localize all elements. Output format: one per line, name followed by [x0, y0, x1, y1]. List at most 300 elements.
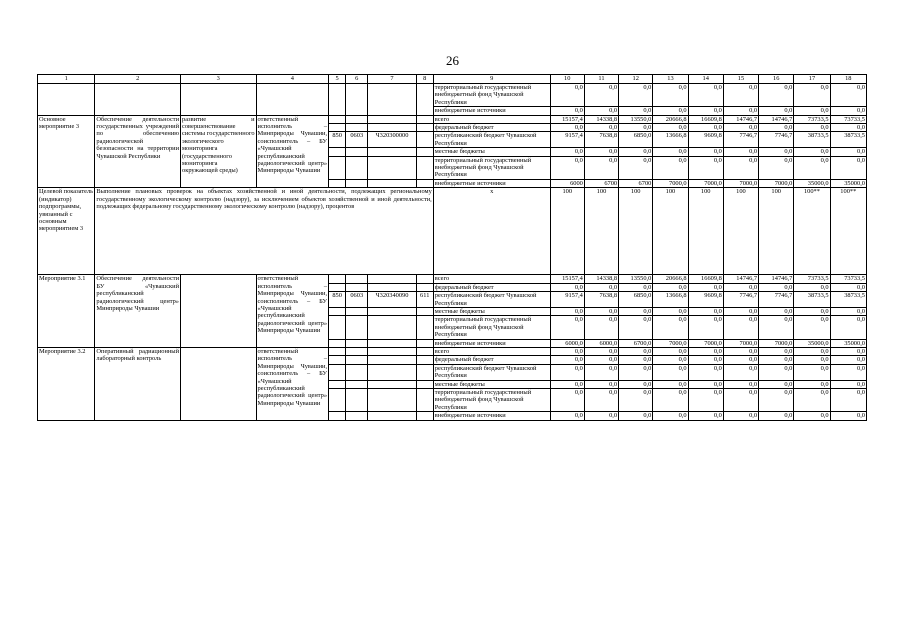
section-code: 0603: [346, 132, 368, 148]
value-cell: 0,0: [584, 156, 618, 179]
code-cell: [416, 316, 433, 339]
indicator-value: 100**: [794, 188, 830, 275]
empty-cell: [256, 84, 329, 116]
value-cell: 7000,0: [723, 339, 758, 347]
value-cell: 0,0: [688, 107, 723, 115]
value-cell: 6700: [619, 179, 653, 187]
value-cell: 0,0: [653, 347, 688, 355]
target-article: Ч320300000: [368, 132, 416, 148]
value-cell: 0,0: [653, 107, 688, 115]
value-cell: 0,0: [584, 148, 618, 156]
table-row: [38, 84, 867, 107]
code-cell: [346, 412, 368, 420]
value-cell: 20666,8: [653, 275, 688, 283]
value-cell: 0,0: [550, 307, 584, 315]
value-cell: 0,0: [653, 380, 688, 388]
value-cell: 0,0: [830, 307, 866, 315]
indicator-value: 100: [723, 188, 758, 275]
value-cell: 0,0: [653, 124, 688, 132]
value-cell: 6000: [550, 179, 584, 187]
value-cell: 0,0: [550, 316, 584, 339]
value-cell: 0,0: [688, 364, 723, 380]
code-cell: [416, 156, 433, 179]
header-cell: 18: [830, 75, 866, 84]
value-cell: 9609,8: [688, 132, 723, 148]
value-cell: 0,0: [653, 307, 688, 315]
value-cell: 0,0: [584, 316, 618, 339]
code-cell: [329, 380, 346, 388]
value-cell: 38733,5: [830, 292, 866, 308]
header-cell: 9: [433, 75, 550, 84]
value-cell: 0,0: [584, 84, 618, 107]
value-cell: 0,0: [830, 283, 866, 291]
code-cell: [416, 356, 433, 364]
value-cell: 6850,0: [619, 292, 653, 308]
value-cell: 15157,4: [550, 115, 584, 123]
code-cell: [346, 115, 368, 123]
indicator-value: 100: [584, 188, 618, 275]
code-cell: [329, 275, 346, 283]
code-cell: [329, 339, 346, 347]
code-cell: [346, 347, 368, 355]
code-cell: [416, 412, 433, 420]
value-cell: 35000,0: [830, 339, 866, 347]
code-cell: [368, 388, 416, 411]
source-cell: всего: [433, 275, 550, 283]
header-row: [38, 75, 867, 84]
code-cell: [346, 179, 368, 187]
value-cell: 35000,0: [830, 179, 866, 187]
header-cell: 14: [688, 75, 723, 84]
code-cell: [329, 307, 346, 315]
value-cell: 6000,0: [584, 339, 618, 347]
indicator-value: 100**: [830, 188, 866, 275]
header-cell: 6: [346, 75, 368, 84]
value-cell: 0,0: [830, 148, 866, 156]
value-cell: 0,0: [550, 380, 584, 388]
value-cell: 14746,7: [759, 115, 794, 123]
value-cell: 0,0: [759, 124, 794, 132]
code-cell: [329, 156, 346, 179]
value-cell: 0,0: [794, 124, 830, 132]
value-cell: 0,0: [759, 356, 794, 364]
value-cell: 0,0: [830, 156, 866, 179]
source-cell: территориальный государственный внебюджетный фонд Чувашской Республики: [433, 156, 550, 179]
code-cell: [416, 148, 433, 156]
value-cell: 0,0: [619, 356, 653, 364]
value-cell: 7746,7: [723, 292, 758, 308]
source-cell: республиканский бюджет Чувашской Республики: [433, 132, 550, 148]
source-cell: федеральный бюджет: [433, 124, 550, 132]
indicator-value: 100: [759, 188, 794, 275]
value-cell: 6700,0: [619, 339, 653, 347]
responsible-executor: ответственный исполнитель – Минприроды Чувашии, соисполнитель – БУ «Чувашский республиканский радиологический центр» Минприроды Чувашии: [256, 347, 329, 420]
header-cell: 8: [416, 75, 433, 84]
code-cell: [368, 339, 416, 347]
value-cell: 0,0: [584, 380, 618, 388]
value-cell: 0,0: [830, 107, 866, 115]
source-cell: территориальный государственный внебюджетный фонд Чувашской Республики: [433, 316, 550, 339]
indicator-row: [38, 188, 867, 275]
code-cell: [368, 275, 416, 283]
source-cell: республиканский бюджет Чувашской Республики: [433, 292, 550, 308]
code-cell: [329, 412, 346, 420]
value-cell: 0,0: [830, 316, 866, 339]
grbs-code: 850: [329, 292, 346, 308]
page-number: 26: [446, 53, 459, 68]
budget-table: [37, 74, 867, 421]
value-cell: 7000,0: [688, 339, 723, 347]
indicator-value: 100: [653, 188, 688, 275]
source-cell: внебюджетные источники: [433, 339, 550, 347]
source-cell: республиканский бюджет Чувашской Республики: [433, 364, 550, 380]
header-cell: 10: [550, 75, 584, 84]
code-cell: [346, 339, 368, 347]
value-cell: 7638,8: [584, 292, 618, 308]
source-cell: внебюджетные источники: [433, 107, 550, 115]
header-cell: 11: [584, 75, 618, 84]
value-cell: 9157,4: [550, 292, 584, 308]
value-cell: 0,0: [550, 356, 584, 364]
value-cell: 0,0: [688, 307, 723, 315]
code-cell: [368, 347, 416, 355]
value-cell: 15157,4: [550, 275, 584, 283]
value-cell: 0,0: [794, 316, 830, 339]
value-cell: 7000,0: [653, 179, 688, 187]
header-cell: 12: [619, 75, 653, 84]
measure-name: Основное мероприятие 3: [38, 115, 95, 188]
value-cell: 13550,0: [619, 115, 653, 123]
value-cell: 0,0: [653, 316, 688, 339]
value-cell: 0,0: [759, 84, 794, 107]
code-cell: [416, 275, 433, 283]
value-cell: 0,0: [759, 412, 794, 420]
section-code: [346, 364, 368, 380]
code-cell: [368, 115, 416, 123]
value-cell: 0,0: [653, 364, 688, 380]
empty-cell: [38, 84, 95, 116]
indicator-value: 100: [550, 188, 584, 275]
indicator-value: 100: [688, 188, 723, 275]
value-cell: 7000,0: [723, 179, 758, 187]
value-cell: 0,0: [619, 364, 653, 380]
value-cell: 35000,0: [794, 179, 830, 187]
header-cell: 3: [181, 75, 257, 84]
value-cell: 7000,0: [759, 339, 794, 347]
code-cell: [368, 156, 416, 179]
measure-goal: [181, 347, 257, 420]
empty-cell: [368, 84, 416, 116]
empty-cell: [181, 84, 257, 116]
source-cell: местные бюджеты: [433, 148, 550, 156]
value-cell: 9609,8: [688, 292, 723, 308]
value-cell: 38733,5: [830, 132, 866, 148]
value-cell: 20666,8: [653, 115, 688, 123]
code-cell: [416, 380, 433, 388]
value-cell: 0,0: [794, 283, 830, 291]
value-cell: 0,0: [759, 347, 794, 355]
code-cell: [329, 316, 346, 339]
code-cell: [346, 388, 368, 411]
value-cell: 7000,0: [759, 179, 794, 187]
value-cell: 0,0: [653, 412, 688, 420]
value-cell: 0,0: [723, 412, 758, 420]
value-cell: 0,0: [830, 388, 866, 411]
value-cell: 0,0: [653, 148, 688, 156]
code-cell: [329, 115, 346, 123]
source-cell: федеральный бюджет: [433, 283, 550, 291]
value-cell: 0,0: [830, 347, 866, 355]
value-cell: 13550,0: [619, 275, 653, 283]
value-cell: 0,0: [688, 148, 723, 156]
value-cell: 0,0: [830, 412, 866, 420]
value-cell: 0,0: [723, 84, 758, 107]
value-cell: 14338,8: [584, 275, 618, 283]
value-cell: 73733,5: [794, 275, 830, 283]
source-cell: внебюджетные источники: [433, 179, 550, 187]
code-cell: [329, 148, 346, 156]
value-cell: 0,0: [794, 107, 830, 115]
value-cell: 0,0: [550, 148, 584, 156]
measure-title: Обеспечение деятельности государственных учреждений по обеспечению радиологической безопасности на территории Чувашской Республики: [95, 115, 181, 188]
code-cell: [368, 412, 416, 420]
value-cell: 0,0: [688, 156, 723, 179]
value-cell: 0,0: [619, 283, 653, 291]
value-cell: 0,0: [759, 148, 794, 156]
value-cell: 16609,8: [688, 115, 723, 123]
value-cell: 0,0: [794, 412, 830, 420]
code-cell: [329, 179, 346, 187]
value-cell: 0,0: [550, 107, 584, 115]
value-cell: 0,0: [759, 364, 794, 380]
code-cell: [329, 283, 346, 291]
grbs-code: [329, 364, 346, 380]
value-cell: 0,0: [550, 364, 584, 380]
expense-type: [416, 132, 433, 148]
target-article: Ч320340090: [368, 292, 416, 308]
value-cell: 7638,8: [584, 132, 618, 148]
value-cell: 73733,5: [830, 275, 866, 283]
value-cell: 0,0: [723, 380, 758, 388]
value-cell: 0,0: [723, 148, 758, 156]
source-cell: территориальный государственный внебюджетный фонд Чувашской Республики: [433, 388, 550, 411]
value-cell: 0,0: [759, 307, 794, 315]
value-cell: 0,0: [619, 156, 653, 179]
code-cell: [346, 307, 368, 315]
code-cell: [368, 148, 416, 156]
value-cell: 0,0: [688, 283, 723, 291]
value-cell: 7000,0: [653, 339, 688, 347]
value-cell: 0,0: [794, 364, 830, 380]
indicator-value: 100: [619, 188, 653, 275]
header-cell: 17: [794, 75, 830, 84]
code-cell: [329, 347, 346, 355]
measure-name: Мероприятие 3.1: [38, 275, 95, 348]
value-cell: 0,0: [759, 316, 794, 339]
code-cell: [368, 316, 416, 339]
value-cell: 13666,8: [653, 292, 688, 308]
table-row: [38, 115, 867, 123]
value-cell: 0,0: [584, 364, 618, 380]
measure-title: Оперативный радиационный лабораторный контроль: [95, 347, 181, 420]
value-cell: 0,0: [584, 107, 618, 115]
value-cell: 6000,0: [550, 339, 584, 347]
value-cell: 7746,7: [759, 132, 794, 148]
value-cell: 0,0: [830, 356, 866, 364]
value-cell: 0,0: [723, 364, 758, 380]
code-cell: [346, 148, 368, 156]
code-cell: [368, 283, 416, 291]
code-cell: [416, 283, 433, 291]
value-cell: 0,0: [723, 356, 758, 364]
code-cell: [368, 380, 416, 388]
value-cell: 0,0: [688, 124, 723, 132]
header-cell: 7: [368, 75, 416, 84]
value-cell: 0,0: [794, 347, 830, 355]
code-cell: [329, 356, 346, 364]
code-cell: [346, 356, 368, 364]
header-cell: 5: [329, 75, 346, 84]
value-cell: 0,0: [653, 156, 688, 179]
value-cell: 0,0: [759, 380, 794, 388]
value-cell: 0,0: [584, 412, 618, 420]
value-cell: 7000,0: [688, 179, 723, 187]
value-cell: 0,0: [723, 316, 758, 339]
source-cell: всего: [433, 115, 550, 123]
value-cell: 0,0: [794, 356, 830, 364]
value-cell: 7746,7: [759, 292, 794, 308]
source-cell: федеральный бюджет: [433, 356, 550, 364]
value-cell: 0,0: [550, 283, 584, 291]
code-cell: [368, 124, 416, 132]
value-cell: 0,0: [830, 124, 866, 132]
value-cell: 0,0: [619, 307, 653, 315]
value-cell: 0,0: [759, 283, 794, 291]
code-cell: [346, 316, 368, 339]
grbs-code: 850: [329, 132, 346, 148]
responsible-executor: ответственный исполнитель – Минприроды Чувашии, соисполнитель – БУ «Чувашский республиканский радиологический центр» Минприроды Чувашии: [256, 275, 329, 348]
value-cell: 0,0: [619, 148, 653, 156]
code-cell: [346, 156, 368, 179]
value-cell: 0,0: [688, 84, 723, 107]
value-cell: 14746,7: [723, 275, 758, 283]
measure-name: Мероприятие 3.2: [38, 347, 95, 420]
indicator-x: x: [433, 188, 550, 275]
value-cell: 0,0: [723, 156, 758, 179]
responsible-executor: ответственный исполнитель – Минприроды Чувашии, соисполнитель – БУ «Чувашский республиканский радиологический центр» Минприроды Чувашии: [256, 115, 329, 188]
value-cell: 6850,0: [619, 132, 653, 148]
value-cell: 14338,8: [584, 115, 618, 123]
code-cell: [368, 179, 416, 187]
code-cell: [416, 388, 433, 411]
value-cell: 0,0: [619, 124, 653, 132]
value-cell: 0,0: [723, 347, 758, 355]
value-cell: 0,0: [688, 316, 723, 339]
value-cell: 13666,8: [653, 132, 688, 148]
value-cell: 0,0: [723, 388, 758, 411]
code-cell: [346, 275, 368, 283]
expense-type: [416, 364, 433, 380]
empty-cell: [95, 84, 181, 116]
value-cell: 0,0: [830, 364, 866, 380]
value-cell: 9157,4: [550, 132, 584, 148]
value-cell: 14746,7: [759, 275, 794, 283]
code-cell: [416, 307, 433, 315]
measure-title: Обеспечение деятельности БУ «Чувашский республиканский радиологический центр» Минприроды Чувашии: [95, 275, 181, 348]
indicator-text: Выполнение плановых проверок на объектах хозяйственной и иной деятельности, подлежащих региональному государственному экологическому контролю (надзору), за исключением объектов хозяйственной и иной деятельности, подлежащих федеральному государственному экологическому контролю (надзору), процентов: [95, 188, 433, 275]
code-cell: [346, 283, 368, 291]
value-cell: 0,0: [550, 347, 584, 355]
code-cell: [416, 179, 433, 187]
header-cell: 1: [38, 75, 95, 84]
value-cell: 0,0: [619, 412, 653, 420]
value-cell: 6700: [584, 179, 618, 187]
value-cell: 0,0: [653, 84, 688, 107]
value-cell: 16609,8: [688, 275, 723, 283]
source-cell: всего: [433, 347, 550, 355]
value-cell: 0,0: [584, 124, 618, 132]
value-cell: 0,0: [759, 388, 794, 411]
header-cell: 4: [256, 75, 329, 84]
value-cell: 0,0: [723, 124, 758, 132]
value-cell: 0,0: [723, 107, 758, 115]
value-cell: 35000,0: [794, 339, 830, 347]
source-cell: территориальный государственный внебюджетный фонд Чувашской Республики: [433, 84, 550, 107]
value-cell: 0,0: [794, 156, 830, 179]
value-cell: 0,0: [584, 356, 618, 364]
code-cell: [416, 339, 433, 347]
value-cell: 0,0: [619, 316, 653, 339]
value-cell: 73733,5: [794, 115, 830, 123]
value-cell: 0,0: [830, 380, 866, 388]
code-cell: [346, 124, 368, 132]
value-cell: 38733,5: [794, 132, 830, 148]
value-cell: 14746,7: [723, 115, 758, 123]
value-cell: 0,0: [584, 283, 618, 291]
value-cell: 0,0: [653, 283, 688, 291]
empty-cell: [329, 84, 346, 116]
value-cell: 0,0: [723, 307, 758, 315]
empty-cell: [416, 84, 433, 116]
value-cell: 0,0: [653, 388, 688, 411]
value-cell: 0,0: [619, 388, 653, 411]
expense-type: 611: [416, 292, 433, 308]
value-cell: 0,0: [584, 347, 618, 355]
value-cell: 0,0: [688, 347, 723, 355]
value-cell: 38733,5: [794, 292, 830, 308]
value-cell: 7746,7: [723, 132, 758, 148]
header-cell: 16: [759, 75, 794, 84]
value-cell: 0,0: [794, 148, 830, 156]
value-cell: 0,0: [619, 107, 653, 115]
value-cell: 0,0: [794, 307, 830, 315]
empty-cell: [346, 84, 368, 116]
measure-goal: развитие и совершенствование системы государственного экологического мониторинга (государственного мониторинга окружающей среды): [181, 115, 257, 188]
value-cell: 0,0: [794, 380, 830, 388]
code-cell: [329, 388, 346, 411]
table-row: [38, 275, 867, 283]
header-cell: 13: [653, 75, 688, 84]
code-cell: [329, 124, 346, 132]
code-cell: [416, 124, 433, 132]
value-cell: 0,0: [794, 84, 830, 107]
value-cell: 0,0: [619, 380, 653, 388]
code-cell: [416, 115, 433, 123]
indicator-label: Целевой показатель (индикатор) подпрограммы, увязанный с основным мероприятием 3: [38, 188, 95, 275]
source-cell: местные бюджеты: [433, 380, 550, 388]
value-cell: 0,0: [619, 84, 653, 107]
value-cell: 0,0: [550, 412, 584, 420]
